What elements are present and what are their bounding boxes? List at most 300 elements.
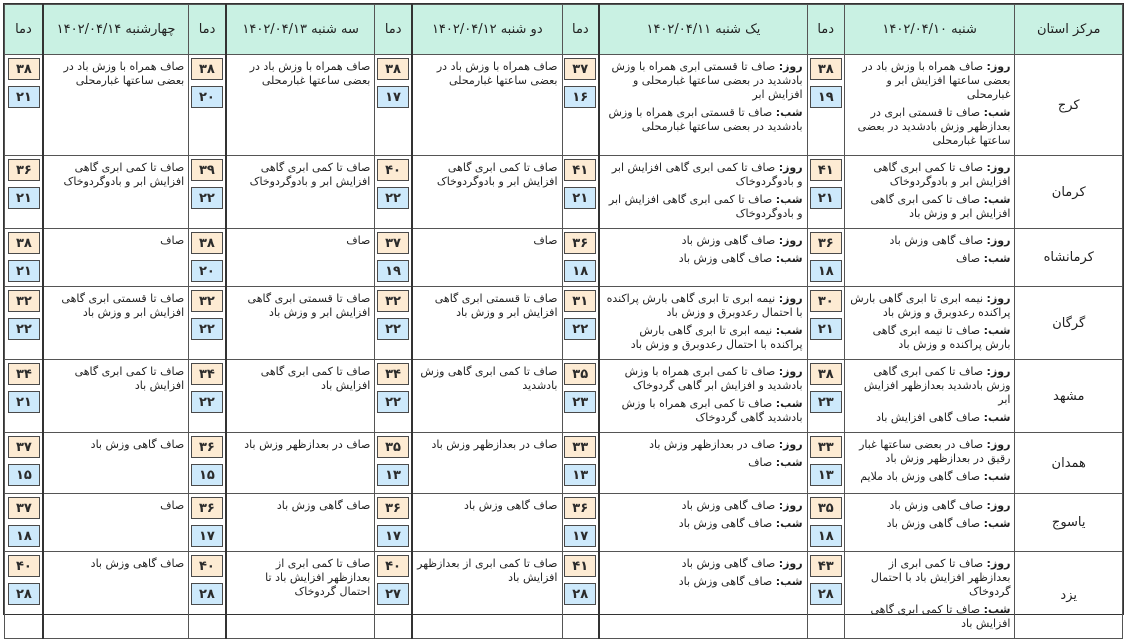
max-temp: ۴۱	[564, 159, 596, 181]
day-forecast	[849, 292, 1011, 320]
forecast-description	[844, 360, 1015, 433]
forecast-description	[43, 287, 189, 360]
max-temp: ۳۴	[8, 363, 40, 385]
forecast-description	[412, 55, 562, 156]
forecast-description	[599, 229, 807, 287]
header-day-5: چهارشنبه ۱۴۰۲/۰۴/۱۴	[43, 5, 189, 55]
forecast-description	[599, 433, 807, 494]
forecast-description	[844, 55, 1015, 156]
temperature-cell	[562, 55, 599, 156]
min-temp: ۲۲	[8, 318, 40, 340]
day-forecast	[849, 161, 1011, 189]
forecast-description	[844, 494, 1015, 552]
temperature-cell	[375, 156, 412, 229]
night-forecast-text: صاف گاهی وزش باد	[678, 575, 773, 588]
min-temp: ۱۷	[377, 525, 409, 547]
temperature-cell	[5, 55, 43, 156]
temperature-cell	[375, 360, 412, 433]
forecast-description	[43, 552, 189, 639]
forecast-text: صاف تا کمی ابری گاهی افزایش ابر و بادوگردوخاک	[249, 161, 371, 188]
night-label: شب:	[983, 603, 1011, 616]
forecast-description	[599, 552, 807, 639]
forecast-description	[43, 494, 189, 552]
temperature-cell	[5, 494, 43, 552]
header-day-2: یک شنبه ۱۴۰۲/۰۴/۱۱	[599, 5, 807, 55]
night-forecast-text: نیمه ابری تا ابری گاهی بارش پراکنده با احتمال رعدوبرق و وزش باد	[630, 324, 803, 351]
forecast-text: صاف تا کمی ابری از بعدازظهر افزایش باد	[417, 557, 558, 584]
day-forecast-text: نیمه ابری تا ابری گاهی بارش پراکنده با احتمال رعدوبرق و وزش باد	[606, 292, 803, 319]
night-label: شب:	[775, 324, 803, 337]
temperature-cell	[5, 229, 43, 287]
night-forecast-text: صاف تا نیمه ابری گاهی بارش پراکنده و وزش باد	[872, 324, 1011, 351]
forecast-description	[226, 287, 375, 360]
max-temp: ۳۸	[377, 58, 409, 80]
header-temp-3: دما	[375, 5, 412, 55]
day-label: روز:	[986, 292, 1011, 305]
max-temp: ۳۷	[377, 232, 409, 254]
night-forecast	[604, 575, 802, 589]
day-forecast-text: صاف گاهی وزش باد	[681, 234, 776, 247]
forecast-text: صاف تا کمی ابری گاهی افزایش باد	[260, 365, 371, 392]
day-label: روز:	[778, 234, 803, 247]
night-forecast-text: صاف گاهی وزش باد	[678, 517, 773, 530]
day-label: روز:	[778, 292, 803, 305]
day-forecast-text: صاف تا کمی ابری همراه با وزش بادشدید و افزایش ابر گاهی گردوخاک	[624, 365, 803, 392]
forecast-description	[43, 360, 189, 433]
max-temp: ۳۷	[564, 58, 596, 80]
forecast-description	[599, 494, 807, 552]
max-temp: ۳۸	[191, 58, 223, 80]
header-temp-5: دما	[5, 5, 43, 55]
min-temp: ۱۳	[810, 464, 842, 486]
table-row	[5, 55, 1123, 156]
max-temp: ۳۰	[810, 290, 842, 312]
night-forecast-text: صاف تا کمی ابری همراه با وزش بادشدید گاهی گردوخاک	[621, 397, 803, 424]
forecast-text: صاف تا کمی ابری از بعدازظهر افزایش باد تا احتمال گردوخاک	[265, 557, 371, 598]
temperature-cell	[807, 156, 844, 229]
min-temp: ۱۹	[377, 260, 409, 282]
forecast-text: صاف گاهی وزش باد	[90, 438, 185, 451]
forecast-description	[599, 360, 807, 433]
forecast-description	[43, 55, 189, 156]
forecast-description	[412, 287, 562, 360]
forecast-description	[412, 229, 562, 287]
max-temp: ۴۰	[191, 555, 223, 577]
max-temp: ۳۶	[191, 436, 223, 458]
night-forecast	[604, 397, 802, 425]
night-forecast	[604, 193, 802, 221]
city-name: همدان	[1015, 433, 1123, 494]
min-temp: ۲۱	[8, 187, 40, 209]
forecast-text: صاف همراه با وزش باد در بعضی ساعتها غبارمحلی	[63, 60, 185, 87]
max-temp: ۳۲	[191, 290, 223, 312]
night-label: شب:	[775, 193, 803, 206]
weather-forecast-table	[4, 4, 1123, 639]
max-temp: ۳۲	[8, 290, 40, 312]
temperature-cell	[807, 287, 844, 360]
day-forecast-text: صاف گاهی وزش باد	[889, 234, 984, 247]
night-label: شب:	[983, 517, 1011, 530]
header-province: مرکز استان	[1015, 5, 1123, 55]
day-label: روز:	[986, 161, 1011, 174]
temperature-cell	[375, 55, 412, 156]
forecast-description	[412, 360, 562, 433]
table-row	[5, 287, 1123, 360]
day-label: روز:	[778, 438, 803, 451]
day-forecast	[604, 499, 802, 513]
night-forecast	[849, 603, 1011, 631]
table-row	[5, 156, 1123, 229]
forecast-table-frame	[3, 3, 1124, 630]
night-label: شب:	[775, 517, 803, 530]
night-label: شب:	[775, 397, 803, 410]
temperature-cell	[375, 287, 412, 360]
temperature-cell	[562, 552, 599, 639]
temperature-cell	[375, 494, 412, 552]
table-row	[5, 360, 1123, 433]
temperature-cell	[375, 229, 412, 287]
max-temp: ۴۳	[810, 555, 842, 577]
day-label: روز:	[778, 365, 803, 378]
header-temp-4: دما	[189, 5, 226, 55]
forecast-description	[412, 433, 562, 494]
temperature-cell	[5, 433, 43, 494]
temperature-cell	[189, 360, 226, 433]
min-temp: ۲۱	[8, 86, 40, 108]
night-label: شب:	[983, 411, 1011, 424]
day-forecast-text: صاف در بعضی ساعتها غبار رقیق در بعدازظهر وزش باد	[859, 438, 1011, 465]
min-temp: ۱۳	[564, 464, 596, 486]
temperature-cell	[807, 433, 844, 494]
forecast-description	[599, 55, 807, 156]
forecast-description	[226, 552, 375, 639]
night-forecast	[849, 517, 1011, 531]
min-temp: ۱۳	[377, 464, 409, 486]
day-forecast-text: صاف گاهی وزش باد	[681, 557, 776, 570]
min-temp: ۲۱	[8, 260, 40, 282]
forecast-text: صاف	[346, 234, 371, 247]
night-forecast-text: صاف	[955, 252, 981, 265]
day-forecast-text: صاف تا کمی ابری گاهی افزایش ابر و بادوگردوخاک	[873, 161, 1011, 188]
night-forecast	[604, 324, 802, 352]
max-temp: ۴۱	[810, 159, 842, 181]
max-temp: ۳۹	[191, 159, 223, 181]
min-temp: ۱۷	[377, 86, 409, 108]
header-day-3: دو شنبه ۱۴۰۲/۰۴/۱۲	[412, 5, 562, 55]
day-forecast	[604, 365, 802, 393]
max-temp: ۳۴	[377, 363, 409, 385]
day-forecast	[849, 234, 1011, 248]
night-forecast-text: صاف تا کمی ابری گاهی افزایش باد	[870, 603, 1011, 630]
max-temp: ۳۸	[810, 363, 842, 385]
day-forecast-text: صاف تا کمی ابری گاهی افزایش ابر و بادوگردوخاک	[611, 161, 803, 188]
forecast-description	[226, 433, 375, 494]
forecast-description	[412, 156, 562, 229]
day-label: روز:	[986, 234, 1011, 247]
forecast-text: صاف تا قسمتی ابری گاهی افزایش ابر و وزش باد	[434, 292, 558, 319]
max-temp: ۳۲	[377, 290, 409, 312]
min-temp: ۲۲	[191, 318, 223, 340]
max-temp: ۴۰	[377, 159, 409, 181]
forecast-description	[844, 229, 1015, 287]
night-forecast-text: صاف گاهی وزش باد	[886, 517, 981, 530]
min-temp: ۲۲	[377, 391, 409, 413]
min-temp: ۲۰	[191, 260, 223, 282]
night-forecast	[849, 411, 1011, 425]
forecast-text: صاف تا کمی ابری گاهی افزایش ابر و بادوگردوخاک	[436, 161, 558, 188]
city-name: گرگان	[1015, 287, 1123, 360]
min-temp: ۲۷	[377, 583, 409, 605]
day-label: روز:	[778, 60, 803, 73]
forecast-description	[844, 156, 1015, 229]
city-name: کرمان	[1015, 156, 1123, 229]
temperature-cell	[375, 433, 412, 494]
forecast-text: صاف	[533, 234, 558, 247]
night-forecast-text: صاف گاهی افزایش باد	[876, 411, 981, 424]
table-row	[5, 494, 1123, 552]
day-label: روز:	[778, 161, 803, 174]
day-label: روز:	[986, 557, 1011, 570]
night-forecast-text: صاف تا قسمتی ابری همراه با وزش بادشدید در بعضی ساعتها غبارمحلی	[608, 106, 803, 133]
max-temp: ۳۸	[8, 232, 40, 254]
city-name: یزد	[1015, 552, 1123, 639]
night-label: شب:	[983, 252, 1011, 265]
max-temp: ۴۰	[377, 555, 409, 577]
night-forecast	[604, 456, 802, 470]
night-forecast	[849, 252, 1011, 266]
max-temp: ۳۶	[191, 497, 223, 519]
day-forecast	[849, 60, 1011, 102]
max-temp: ۳۸	[810, 58, 842, 80]
day-forecast-text: صاف گاهی وزش باد	[681, 499, 776, 512]
night-label: شب:	[775, 575, 803, 588]
header-row	[5, 5, 1123, 55]
temperature-cell	[562, 156, 599, 229]
day-forecast	[604, 557, 802, 571]
min-temp: ۱۸	[810, 260, 842, 282]
day-forecast-text: نیمه ابری تا ابری گاهی بارش پراکنده رعدوبرق و وزش باد	[850, 292, 1011, 319]
city-name: کرمانشاه	[1015, 229, 1123, 287]
forecast-description	[599, 287, 807, 360]
max-temp: ۳۴	[191, 363, 223, 385]
night-label: شب:	[983, 193, 1011, 206]
forecast-description	[844, 552, 1015, 639]
day-forecast-text: صاف گاهی وزش باد	[889, 499, 984, 512]
temperature-cell	[189, 552, 226, 639]
forecast-description	[412, 494, 562, 552]
max-temp: ۳۶	[8, 159, 40, 181]
forecast-text: صاف تا کمی ابری گاهی وزش بادشدید	[420, 365, 558, 392]
min-temp: ۲۲	[191, 391, 223, 413]
night-forecast-text: صاف گاهی وزش باد	[678, 252, 773, 265]
table-row	[5, 552, 1123, 639]
temperature-cell	[5, 552, 43, 639]
night-forecast	[604, 252, 802, 266]
day-label: روز:	[778, 499, 803, 512]
forecast-text: صاف	[160, 234, 185, 247]
temperature-cell	[562, 494, 599, 552]
temperature-cell	[189, 55, 226, 156]
min-temp: ۲۱	[810, 187, 842, 209]
max-temp: ۳۶	[564, 232, 596, 254]
max-temp: ۳۷	[8, 436, 40, 458]
night-forecast-text: صاف تا کمی ابری گاهی افزایش ابر و وزش باد	[870, 193, 1011, 220]
max-temp: ۳۸	[8, 58, 40, 80]
forecast-text: صاف در بعدازظهر وزش باد	[244, 438, 371, 451]
day-forecast-text: صاف تا قسمتی ابری همراه با وزش بادشدید در بعضی ساعتها غبارمحلی و افزایش ابر	[611, 60, 803, 101]
temperature-cell	[562, 287, 599, 360]
temperature-cell	[562, 229, 599, 287]
min-temp: ۲۲	[564, 318, 596, 340]
forecast-text: صاف همراه با وزش باد در بعضی ساعتها غبارمحلی	[249, 60, 371, 87]
day-label: روز:	[986, 499, 1011, 512]
max-temp: ۳۶	[564, 497, 596, 519]
min-temp: ۲۰	[191, 86, 223, 108]
day-forecast	[604, 438, 802, 452]
min-temp: ۱۷	[191, 525, 223, 547]
forecast-text: صاف تا کمی ابری گاهی افزایش ابر و بادوگردوخاک	[63, 161, 185, 188]
temperature-cell	[807, 494, 844, 552]
forecast-description	[412, 552, 562, 639]
forecast-text: صاف گاهی وزش باد	[276, 499, 371, 512]
min-temp: ۲۸	[191, 583, 223, 605]
forecast-description	[43, 433, 189, 494]
table-row	[5, 433, 1123, 494]
forecast-text: صاف همراه با وزش باد در بعضی ساعتها غبارمحلی	[436, 60, 558, 87]
min-temp: ۲۲	[191, 187, 223, 209]
temperature-cell	[807, 360, 844, 433]
night-label: شب:	[775, 252, 803, 265]
day-forecast	[604, 292, 802, 320]
header-day-4: سه شنبه ۱۴۰۲/۰۴/۱۳	[226, 5, 375, 55]
forecast-text: صاف تا کمی ابری گاهی افزایش باد	[74, 365, 185, 392]
night-forecast-text: صاف تا کمی ابری گاهی افزایش ابر و بادوگردوخاک	[608, 193, 803, 220]
night-label: شب:	[775, 106, 803, 119]
forecast-description	[226, 229, 375, 287]
day-forecast	[849, 499, 1011, 513]
max-temp: ۳۱	[564, 290, 596, 312]
night-forecast-text: صاف	[748, 456, 773, 469]
max-temp: ۴۰	[8, 555, 40, 577]
temperature-cell	[189, 287, 226, 360]
day-forecast-text: صاف تا کمی ابری گاهی وزش بادشدید بعدازظهر افزایش ابر	[863, 365, 1011, 406]
forecast-description	[226, 55, 375, 156]
night-forecast	[849, 470, 1011, 484]
temperature-cell	[5, 360, 43, 433]
night-label: شب:	[983, 470, 1011, 483]
min-temp: ۲۲	[377, 318, 409, 340]
min-temp: ۱۸	[810, 525, 842, 547]
min-temp: ۱۶	[564, 86, 596, 108]
header-temp-1: دما	[807, 5, 844, 55]
min-temp: ۲۳	[564, 391, 596, 413]
night-forecast	[604, 517, 802, 531]
table-body	[5, 55, 1123, 639]
day-forecast	[604, 234, 802, 248]
day-forecast	[604, 161, 802, 189]
temperature-cell	[5, 156, 43, 229]
forecast-text: صاف گاهی وزش باد	[90, 557, 185, 570]
temperature-cell	[562, 433, 599, 494]
min-temp: ۲۱	[810, 318, 842, 340]
forecast-text: صاف گاهی وزش باد	[463, 499, 558, 512]
forecast-description	[43, 229, 189, 287]
forecast-description	[226, 494, 375, 552]
day-label: روز:	[986, 438, 1011, 451]
night-forecast-text: صاف تا قسمتی ابری در بعدازظهر وزش بادشدید در بعضی ساعتها غبارمحلی	[857, 106, 1011, 147]
min-temp: ۲۱	[8, 391, 40, 413]
city-name: مشهد	[1015, 360, 1123, 433]
min-temp: ۲۱	[564, 187, 596, 209]
forecast-description	[844, 287, 1015, 360]
min-temp: ۱۷	[564, 525, 596, 547]
temperature-cell	[807, 55, 844, 156]
forecast-text: صاف تا قسمتی ابری گاهی افزایش ابر و وزش باد	[61, 292, 185, 319]
max-temp: ۳۷	[8, 497, 40, 519]
forecast-description	[226, 156, 375, 229]
day-forecast	[604, 60, 802, 102]
header-day-1: شنبه ۱۴۰۲/۰۴/۱۰	[844, 5, 1015, 55]
night-forecast-text: صاف گاهی وزش باد ملایم	[860, 470, 981, 483]
min-temp: ۱۵	[8, 464, 40, 486]
forecast-text: صاف در بعدازظهر وزش باد	[431, 438, 558, 451]
temperature-cell	[189, 229, 226, 287]
max-temp: ۳۵	[564, 363, 596, 385]
night-forecast	[849, 106, 1011, 148]
day-forecast	[849, 557, 1011, 599]
min-temp: ۲۲	[377, 187, 409, 209]
forecast-text: صاف	[160, 499, 185, 512]
max-temp: ۳۳	[564, 436, 596, 458]
forecast-text: صاف تا قسمتی ابری گاهی افزایش ابر و وزش باد	[247, 292, 371, 319]
max-temp: ۳۶	[377, 497, 409, 519]
min-temp: ۱۸	[8, 525, 40, 547]
day-label: روز:	[986, 60, 1011, 73]
max-temp: ۴۱	[564, 555, 596, 577]
min-temp: ۲۳	[810, 391, 842, 413]
day-forecast-text: صاف همراه با وزش باد در بعضی ساعتها افزایش ابر و غبارمحلی	[862, 60, 1011, 101]
city-name: کرج	[1015, 55, 1123, 156]
table-row	[5, 229, 1123, 287]
day-forecast-text: صاف تا کمی ابری از بعدازظهر افزایش باد با احتمال گردوخاک	[870, 557, 1011, 598]
city-name: یاسوج	[1015, 494, 1123, 552]
max-temp: ۳۵	[377, 436, 409, 458]
min-temp: ۲۸	[564, 583, 596, 605]
temperature-cell	[189, 433, 226, 494]
day-forecast	[849, 438, 1011, 466]
night-label: شب:	[983, 106, 1011, 119]
min-temp: ۱۵	[191, 464, 223, 486]
header-temp-2: دما	[562, 5, 599, 55]
temperature-cell	[189, 494, 226, 552]
night-forecast	[604, 106, 802, 134]
min-temp: ۱۹	[810, 86, 842, 108]
forecast-description	[844, 433, 1015, 494]
max-temp: ۳۵	[810, 497, 842, 519]
day-forecast	[849, 365, 1011, 407]
night-forecast	[849, 193, 1011, 221]
min-temp: ۱۸	[564, 260, 596, 282]
temperature-cell	[562, 360, 599, 433]
temperature-cell	[807, 552, 844, 639]
day-label: روز:	[778, 557, 803, 570]
min-temp: ۲۸	[810, 583, 842, 605]
temperature-cell	[807, 229, 844, 287]
night-label: شب:	[775, 456, 803, 469]
forecast-description	[226, 360, 375, 433]
temperature-cell	[5, 287, 43, 360]
max-temp: ۳۳	[810, 436, 842, 458]
